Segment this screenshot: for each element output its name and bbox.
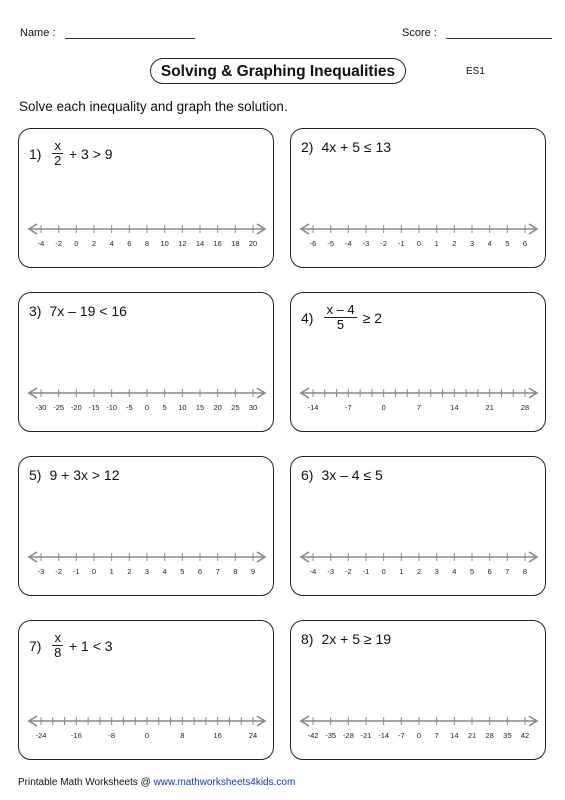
score-label: Score :	[402, 27, 437, 39]
problem-box-8	[290, 620, 546, 760]
fraction	[52, 631, 63, 660]
tick-label: 5	[180, 567, 185, 576]
tick-label: 8	[522, 567, 528, 576]
tick-label: 18	[231, 239, 240, 248]
problem-3	[29, 303, 127, 319]
tick-label: 7	[215, 567, 220, 576]
tick-label: 6	[487, 567, 492, 576]
tick-label: 4	[109, 239, 114, 248]
problem-box-7	[18, 620, 274, 760]
tick-label: 6	[127, 239, 132, 248]
problem-box-5	[18, 456, 274, 596]
tick-label: -5	[327, 239, 335, 248]
fraction-numerator: x – 4	[326, 302, 355, 317]
tick-label: 21	[485, 403, 494, 412]
tick-label: 8	[233, 567, 238, 576]
tick-label: 16	[213, 239, 222, 248]
tick-label: 7	[416, 403, 422, 412]
tick-label: -4	[344, 239, 352, 248]
tick-label: -7	[344, 403, 352, 412]
tick-label: -28	[342, 731, 354, 740]
expression: 7x – 19 < 16	[49, 303, 127, 319]
score-field	[402, 27, 552, 39]
problem-number: 2)	[301, 139, 314, 155]
tick-label: -2	[55, 567, 63, 576]
expression-rest: + 1 < 3	[68, 637, 113, 654]
tick-label: 10	[178, 403, 187, 412]
tick-label: -20	[70, 403, 82, 412]
tick-label: 2	[416, 567, 422, 576]
tick-label: 5	[162, 403, 167, 412]
number-line[interactable]	[299, 385, 539, 421]
expression-rest: + 3 > 9	[68, 145, 113, 162]
name-field	[20, 27, 195, 39]
tick-label: 0	[144, 731, 150, 740]
tick-label: 28	[520, 403, 530, 412]
tick-label: 1	[109, 567, 114, 576]
tick-label: -2	[344, 567, 352, 576]
tick-label: -35	[325, 731, 337, 740]
tick-label: 5	[469, 567, 475, 576]
tick-label: 6	[197, 567, 203, 576]
tick-label: -5	[125, 403, 133, 412]
tick-label: -4	[37, 239, 45, 248]
problem-number: 6)	[301, 467, 314, 483]
fraction-numerator: x	[54, 138, 61, 153]
problem-box-1	[18, 128, 274, 268]
tick-label: 35	[503, 731, 512, 740]
number-line[interactable]	[27, 221, 267, 257]
expression: 4x + 5 ≤ 13	[321, 139, 392, 155]
problem-box-6	[290, 456, 546, 596]
tick-label: -6	[309, 239, 317, 248]
tick-label: 7	[505, 567, 510, 576]
tick-label: -7	[397, 731, 405, 740]
fraction-numerator: x	[54, 630, 61, 645]
problem-7	[29, 631, 113, 660]
tick-label: 14	[450, 731, 459, 740]
tick-label: -3	[362, 239, 370, 248]
tick-label: 8	[144, 239, 150, 248]
tick-label: 2	[91, 239, 97, 248]
name-label: Name :	[20, 27, 56, 39]
problem-number: 4)	[301, 309, 314, 326]
problem-number: 5)	[29, 467, 42, 483]
problem-number: 7)	[29, 637, 42, 654]
tick-label: 14	[195, 239, 205, 248]
number-line[interactable]	[27, 385, 267, 421]
problem-6	[301, 467, 383, 483]
problem-8	[301, 631, 391, 647]
tick-label: -2	[55, 239, 63, 248]
tick-label: -42	[307, 731, 319, 740]
tick-label: -4	[309, 567, 317, 576]
expression: 3x – 4 ≤ 5	[321, 467, 383, 483]
tick-label: 3	[469, 239, 475, 248]
tick-label: -1	[397, 239, 405, 248]
tick-label: -15	[88, 403, 100, 412]
tick-label: 12	[178, 239, 187, 248]
tick-label: 7	[434, 731, 439, 740]
tick-label: 42	[520, 731, 530, 740]
fraction-denominator: 8	[54, 645, 62, 660]
tick-label: 0	[74, 239, 79, 248]
tick-label: 14	[450, 403, 459, 412]
tick-label: 0	[416, 239, 422, 248]
tick-label: -1	[362, 567, 370, 576]
problem-box-3	[18, 292, 274, 432]
tick-label: 6	[522, 239, 528, 248]
tick-label: 0	[144, 403, 150, 412]
tick-label: -3	[37, 567, 45, 576]
tick-label: 3	[144, 567, 150, 576]
tick-label: 4	[162, 567, 167, 576]
number-line[interactable]	[299, 713, 539, 749]
tick-label: 0	[416, 731, 422, 740]
tick-label: -14	[307, 403, 319, 412]
expression: 2x + 5 ≥ 19	[321, 631, 392, 647]
tick-label: 24	[248, 731, 258, 740]
tick-label: -24	[35, 731, 47, 740]
problem-box-4	[290, 292, 546, 432]
name-blank[interactable]	[65, 27, 195, 39]
tick-label: 21	[467, 731, 477, 740]
tick-label: 3	[434, 567, 439, 576]
tick-label: 5	[505, 239, 510, 248]
problem-1	[29, 139, 113, 168]
tick-label: 16	[213, 731, 222, 740]
number-line[interactable]	[27, 713, 267, 749]
expression-rest: ≥ 2	[362, 309, 382, 326]
tick-label: 20	[213, 403, 222, 412]
tick-label: -2	[380, 239, 388, 248]
tick-label: -8	[108, 731, 116, 740]
fraction-denominator: 2	[54, 153, 62, 168]
tick-label: 2	[127, 567, 132, 576]
tick-label: 1	[434, 239, 439, 248]
footer	[18, 777, 295, 788]
tick-label: 4	[487, 239, 492, 248]
problem-2	[301, 139, 391, 155]
footer-link[interactable]: www.mathworksheets4kids.com	[153, 777, 296, 788]
problem-5	[29, 467, 120, 483]
number-line[interactable]	[27, 549, 267, 585]
fraction	[52, 139, 63, 168]
tick-label: 30	[248, 403, 258, 412]
worksheet-code: ES1	[466, 66, 485, 77]
tick-label: -1	[72, 567, 80, 576]
tick-label: 8	[180, 731, 185, 740]
problem-number: 3)	[29, 303, 42, 319]
tick-label: 0	[381, 567, 386, 576]
number-line[interactable]	[299, 549, 539, 585]
tick-label: -3	[327, 567, 335, 576]
fraction	[324, 303, 356, 332]
tick-label: 25	[231, 403, 240, 412]
tick-label: -16	[70, 731, 82, 740]
tick-label: 20	[248, 239, 258, 248]
problem-4	[301, 303, 382, 332]
tick-label: 1	[399, 567, 404, 576]
tick-label: 2	[452, 239, 457, 248]
expression: 9 + 3x > 12	[49, 467, 120, 483]
problem-box-2	[290, 128, 546, 268]
problem-number: 8)	[301, 631, 314, 647]
tick-label: -25	[53, 403, 65, 412]
problem-number: 1)	[29, 145, 42, 162]
tick-label: -14	[378, 731, 390, 740]
instructions: Solve each inequality and graph the solution.	[19, 99, 288, 114]
score-blank[interactable]	[446, 27, 552, 39]
fraction-denominator: 5	[336, 317, 345, 332]
tick-label: -21	[360, 731, 372, 740]
tick-label: -30	[35, 403, 47, 412]
tick-label: 10	[160, 239, 169, 248]
tick-label: 0	[91, 567, 97, 576]
tick-label: 28	[485, 731, 494, 740]
tick-label: -10	[106, 403, 118, 412]
tick-label: 4	[452, 567, 457, 576]
tick-label: 0	[381, 403, 386, 412]
worksheet-title: Solving & Graphing Inequalities	[150, 58, 406, 84]
footer-text: Printable Math Worksheets @	[18, 777, 154, 788]
number-line[interactable]	[299, 221, 539, 257]
tick-label: 9	[250, 567, 256, 576]
tick-label: 15	[195, 403, 205, 412]
